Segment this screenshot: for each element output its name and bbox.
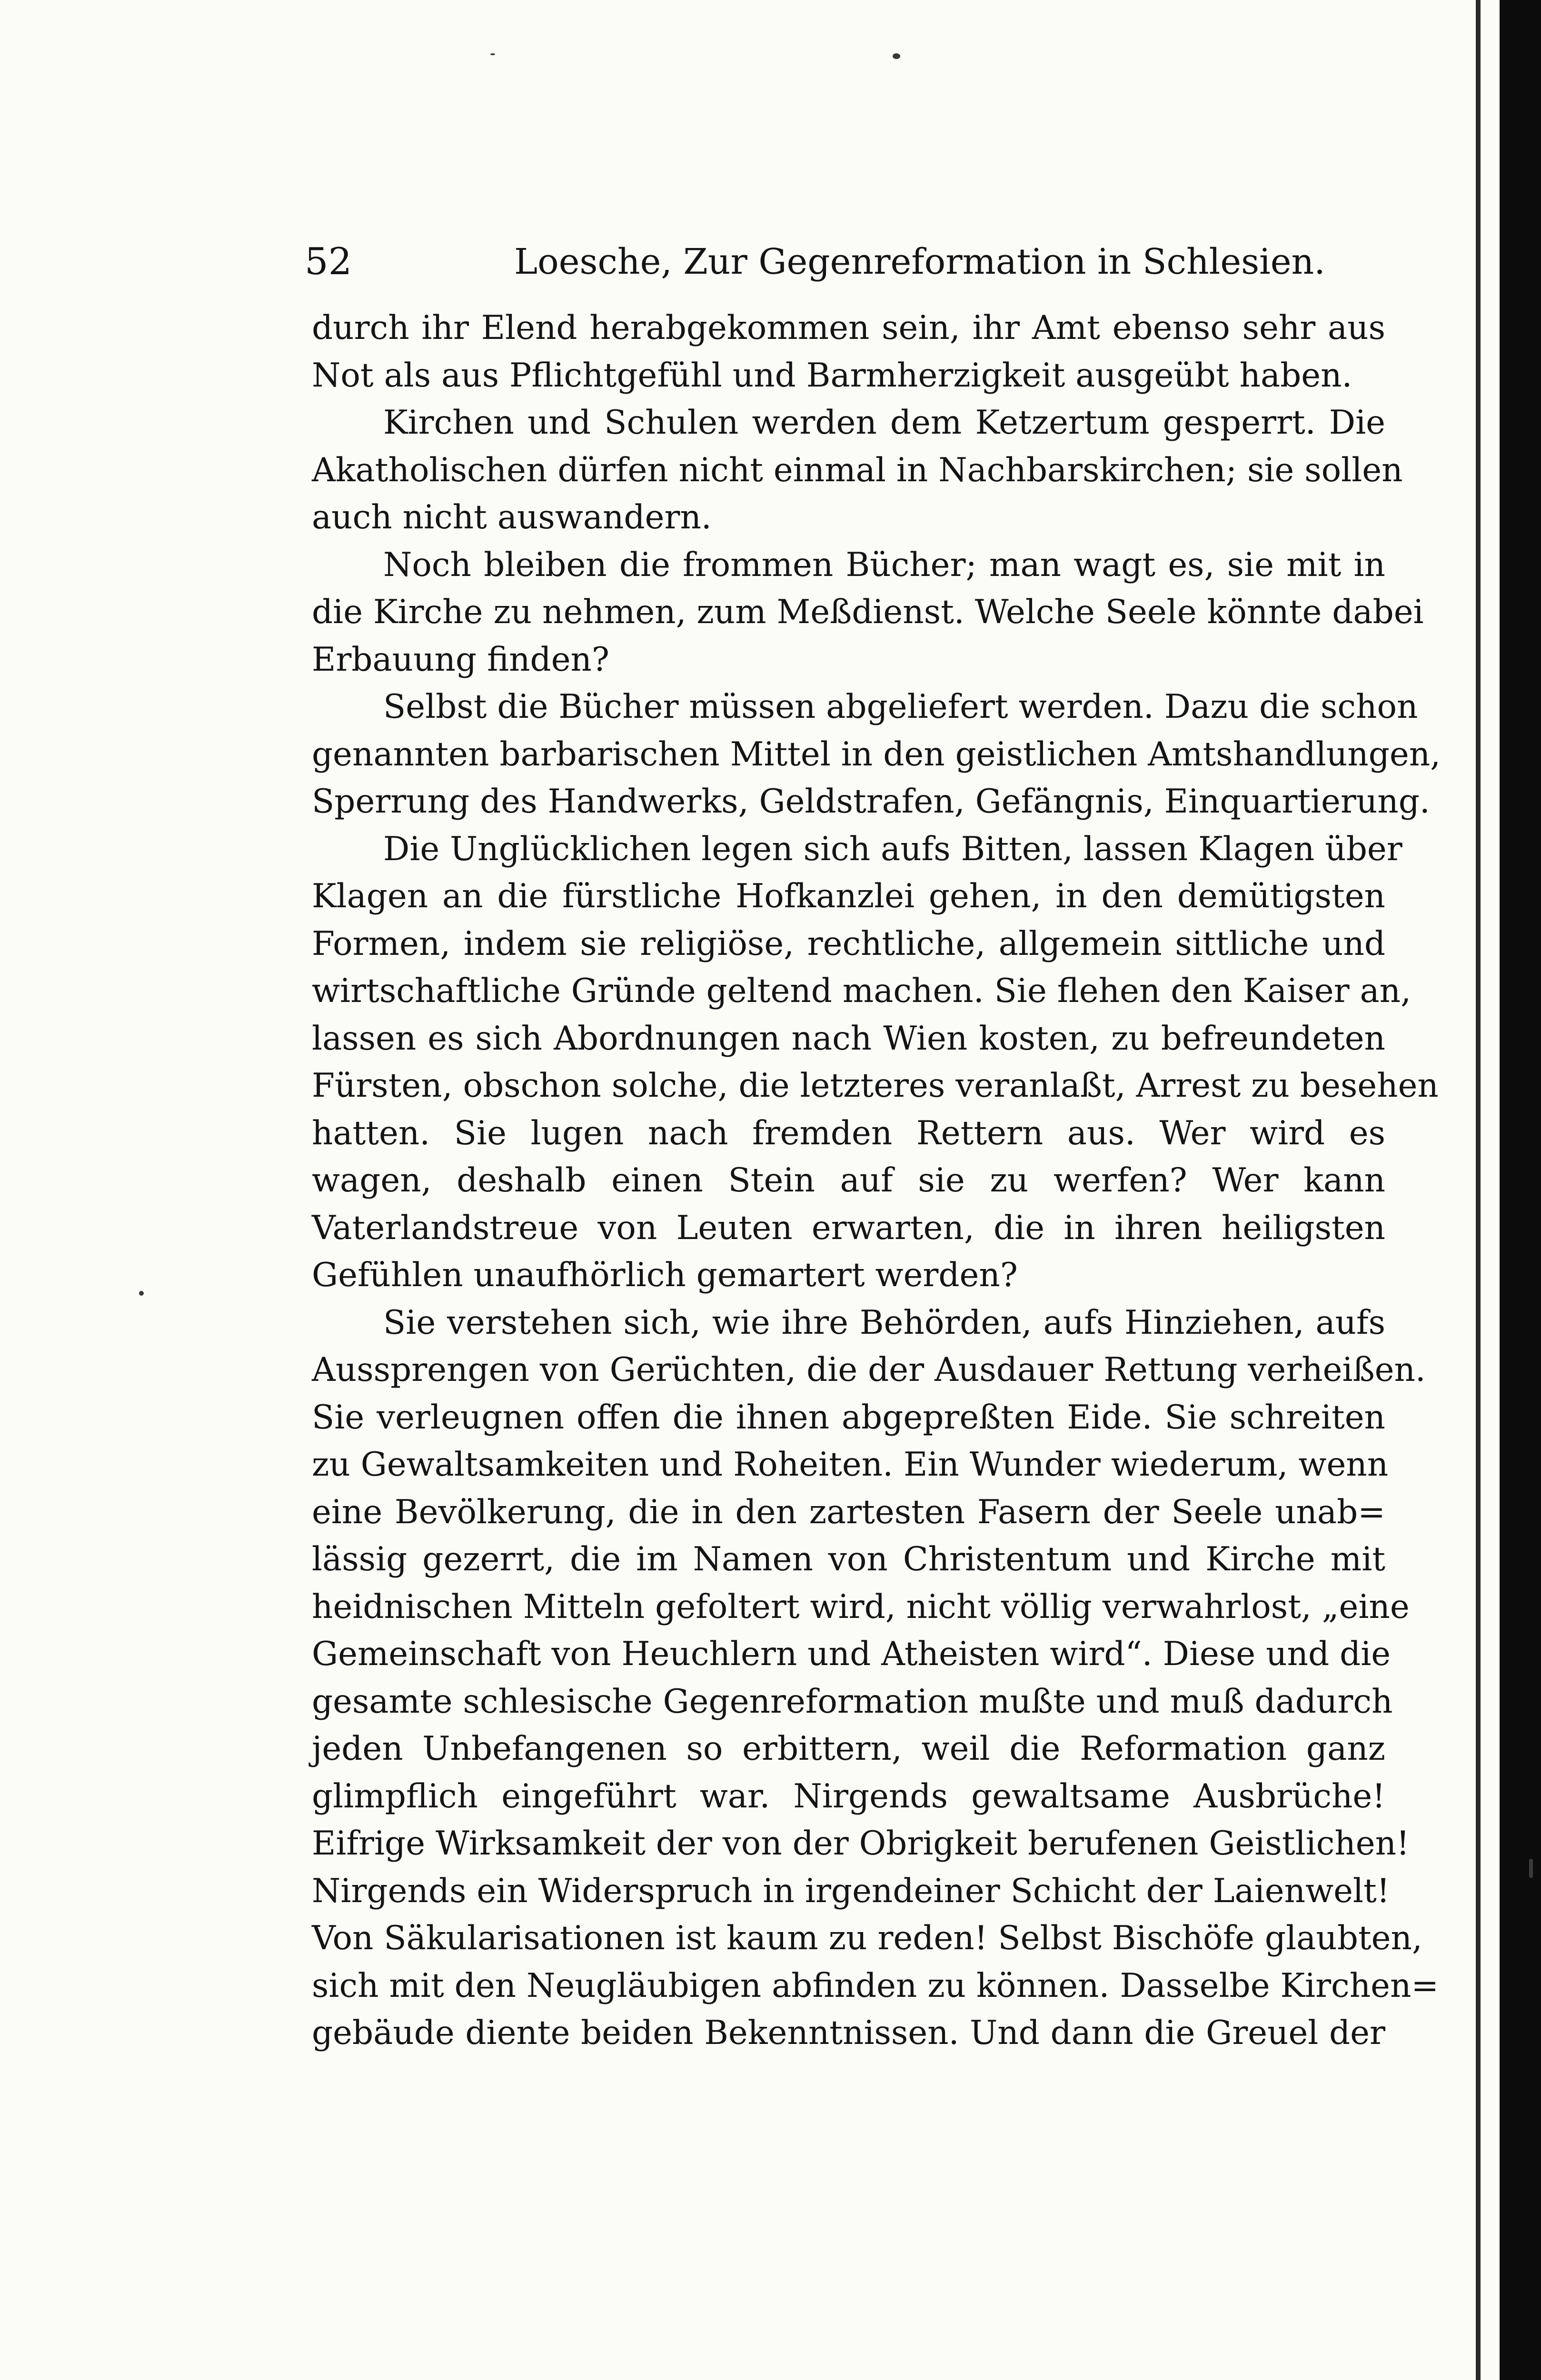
running-title: Loesche, Zur Gegenreformation in Schlesien.	[514, 241, 1325, 282]
text-line: Klagen an die fürstliche Hofkanzlei gehen, in den demütigsten	[312, 877, 1385, 915]
paragraph	[312, 542, 1424, 684]
text-line: gesamte schlesische Gegenreformation mußte und muß dadurch	[312, 1682, 1393, 1721]
text-line: auch nicht auswandern.	[312, 498, 712, 536]
text-line: Aussprengen von Gerüchten, die der Ausdauer Rettung verheißen.	[312, 1351, 1426, 1389]
text-line: Noch bleiben die frommen Bücher; man wagt es, sie mit in	[383, 545, 1385, 584]
running-header	[305, 236, 1400, 288]
text-line: heidnischen Mitteln gefoltert wird, nicht völlig verwahrlost, „eine	[312, 1587, 1410, 1626]
paragraph	[312, 305, 1385, 399]
text-line: Eifrige Wirksamkeit der von der Obrigkeit berufenen Geistlichen!	[312, 1825, 1410, 1863]
text-line: jeden Unbefangenen so erbittern, weil die Reformation ganz	[312, 1730, 1385, 1768]
text-line: Von Säkularisationen ist kaum zu reden! Selbst Bischöfe glaubten,	[312, 1919, 1422, 1957]
text-line: lässig gezerrt, die im Namen von Christentum und Kirche mit	[312, 1540, 1385, 1578]
page-number: 52	[305, 240, 352, 283]
text-line: Kirchen und Schulen werden dem Ketzertum gesperrt. Die	[383, 404, 1385, 442]
text-line: die Kirche zu nehmen, zum Meßdienst. Welche Seele könnte dabei	[312, 593, 1424, 631]
text-line: glimpflich eingeführt war. Nirgends gewaltsame Ausbrüche!	[312, 1777, 1385, 1815]
text-line: wirtschaftliche Gründe geltend machen. Sie flehen den Kaiser an,	[312, 972, 1412, 1010]
text-line: Fürsten, obschon solche, die letzteres veranlaßt, Arrest zu besehen	[312, 1067, 1439, 1105]
text-line: hatten. Sie lugen nach fremden Rettern aus. Wer wird es	[312, 1114, 1385, 1152]
text-line: Gefühlen unaufhörlich gemartert werden?	[312, 1256, 1018, 1294]
text-line: Selbst die Bücher müssen abgeliefert werden. Dazu die schon	[383, 688, 1418, 726]
text-line: Gemeinschaft von Heuchlern und Atheisten wird“. Diese und die	[312, 1635, 1391, 1673]
body-text	[312, 305, 1441, 2057]
page-edge-shadow	[1476, 0, 1481, 2380]
text-line: Sie verstehen sich, wie ihre Behörden, aufs Hinziehen, aufs	[383, 1303, 1385, 1342]
paragraph	[312, 826, 1439, 1299]
text-line: gebäude diente beiden Bekenntnissen. Und dann die Greuel der	[312, 2014, 1385, 2052]
text-line: Sie verleugnen offen die ihnen abgepreßten Eide. Sie schreiten	[312, 1398, 1385, 1437]
text-line: Sperrung des Handwerks, Geldstrafen, Gefängnis, Einquartierung.	[312, 783, 1430, 821]
text-line: Erbauung finden?	[312, 640, 609, 679]
text-line: sich mit den Neugläubigen abfinden zu können. Dasselbe Kirchen=	[312, 1966, 1439, 2005]
paragraph	[312, 1299, 1439, 2057]
text-line: zu Gewaltsamkeiten und Roheiten. Ein Wunder wiederum, wenn	[312, 1446, 1389, 1484]
text-line: Vaterlandstreue von Leuten erwarten, die in ihren heiligsten	[312, 1209, 1385, 1247]
scan-border	[1500, 0, 1541, 2380]
text-line: Die Unglücklichen legen sich aufs Bitten, lassen Klagen über	[383, 830, 1402, 868]
text-line: eine Bevölkerung, die in den zartesten Fasern der Seele unab=	[312, 1493, 1385, 1531]
scan-speck	[893, 53, 900, 59]
text-line: wagen, deshalb einen Stein auf sie zu werfen? Wer kann	[312, 1161, 1385, 1200]
text-line: genannten barbarischen Mittel in den geistlichen Amtshandlungen,	[312, 735, 1441, 774]
text-line: lassen es sich Abordnungen nach Wien kosten, zu befreundeten	[312, 1019, 1385, 1058]
scan-speck	[139, 1291, 144, 1296]
text-line: Akatholischen dürfen nicht einmal in Nachbarskirchen; sie sollen	[312, 451, 1403, 489]
text-line: Formen, indem sie religiöse, rechtliche, allgemein sittliche und	[312, 924, 1385, 963]
paragraph	[312, 684, 1441, 826]
text-line: Not als aus Pflichtgefühl und Barmherzigkeit ausgeübt haben.	[312, 356, 1352, 395]
scan-speck	[490, 53, 495, 55]
text-line: Nirgends ein Widerspruch in irgendeiner Schicht der Laienwelt!	[312, 1872, 1390, 1910]
scan-speck	[1529, 1859, 1533, 1878]
text-line: durch ihr Elend herabgekommen sein, ihr Amt ebenso sehr aus	[312, 309, 1385, 347]
paragraph	[312, 399, 1403, 542]
